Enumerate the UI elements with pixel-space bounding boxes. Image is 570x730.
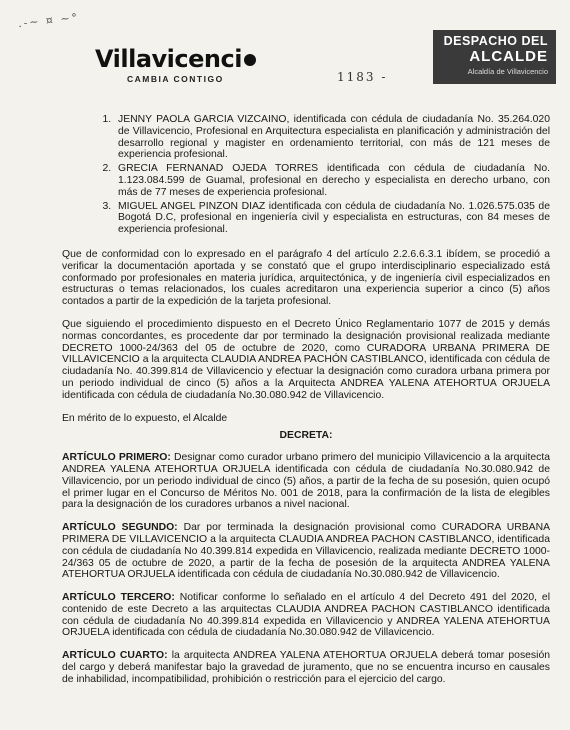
article-text: Designar como curador urbano primero del municipio Villavicencio a la arquitecta ANDREA YALENA ATEHORTUA ORJUELA identificada con cédula de ciudadanía No.30.080.942 de Villavicencio, por un periodo individual de cinco (5) años, a partir de la fecha de su posesión, quien ocupó el primer lugar en el Concurso de Méritos No. 001 de 2018, para la confirmación de la lista de elegibles para la designación de los curadores urbanos a nivel nacional. — [62, 452, 550, 511]
villavicencio-logo — [95, 46, 256, 84]
office-line1: DESPACHO DEL — [443, 34, 548, 48]
paragraph: Que de conformidad con lo expresado en el parágrafo 4 del artículo 2.2.6.6.3.1 ibídem, se procedió a verificar la documentación aportada y se constató que el grupo interdisciplinario especializado está conformado por profesionales en materia jurídica, arquitectónica, y de ingeniería civil especializados en estructuras o temas relacionados, los cuales acreditaron una experiencia superior a cinco (5) años contados a partir de la expedición de la tarjeta profesional. — [62, 248, 550, 308]
office-line3: Alcaldía de Villavicencio — [467, 67, 548, 76]
article-2 — [62, 522, 550, 581]
paragraph: Que siguiendo el procedimiento dispuesto en el Decreto Único Reglamentario 1077 de 2015 y demás normas concordantes, es procedente dar por terminado la designación provisional realizada mediante DECRETO 1000-24/363 del 05 de octubre de 2020, como CURADORA URBANA PRIMERA DE VILLAVICENCIO a la arquitecta CLAUDIA ANDREA PACHÓN CASTIBLANCO, identificada con cédula de ciudadanía No. 40.399.814 de Villavicencio y efectuar la designación como curadora urbana primera por un periodo individual de cinco (5) años a la Arquitecta ANDREA YALENA ATEHORTUA ORJUELA identificada con cédula de ciudadanía No.30.080.942 de Villavicencio. — [62, 318, 550, 401]
handwritten-marks: .-~ ¤ ~° — [17, 10, 80, 31]
list-item: 1. JENNY PAOLA GARCIA VIZCAINO, identificada con cédula de ciudadanía No. 35.264.020 de Villavicencio, Profesional en Arquitectura especialista en planificación y administración del desarrollo regional y magister en ordenamiento territorial, con más de 121 meses de experiencia profesional. — [114, 114, 550, 161]
article-text: Notificar conforme lo señalado en el artículo 4 del Decreto 491 del 2020, el contenido de este Decreto a las arquitectas CLAUDIA ANDREA PACHON CASTIBLANCO identificada con cédula de ciudadanía No 40.399.814 expedida en Villavicencio y ANDREA YALENA ATEHORTUA ORJUELA identificada con cédula de ciudadanía No.30.080.942 de Villavicencio. — [62, 592, 551, 639]
office-line2: ALCALDE — [469, 48, 548, 65]
list-item: 3. MIGUEL ANGEL PINZON DIAZ identificada con cédula de ciudadanía No. 1.026.575.035 de Bogotá D.C, profesional en ingeniería civil y especialista en estructuras, con 84 meses de experiencia profesional. — [114, 201, 550, 236]
article-text: Dar por terminada la designación provisional como CURADORA URBANA PRIMERA DE VILLAVICENCIO a la arquitecta CLAUDIA ANDREA PACHON CASTIBLANCO, identificada con cédula de ciudadanía No 40.399.814 expedida en Villavicencio, realizada mediante DECRETO 1000-24/363 05 de octubre de 2020, a partir de la fecha de posesión de la arquitecta ANDREA YALENA ATEHORTUA ORJUELA identificada con cédula de ciudadanía No.30.080.942 de Villavicencio. — [62, 522, 551, 581]
decreta-heading: DECRETA: — [279, 430, 333, 442]
logo-o-icon — [244, 54, 256, 66]
article-title: ARTÍCULO CUARTO: — [62, 650, 168, 662]
list-item: 2. GRECIA FERNANAD OJEDA TORRES identificada con cédula de ciudadanía No. 1.123.084.599 de Guamal, profesional en derecho y especialista en derecho urbano, con más de 77 meses de experiencia profesional. — [114, 163, 550, 198]
candidate-list — [62, 114, 550, 236]
article-text: la arquitecta ANDREA YALENA ATEHORTUA ORJUELA deberá tomar posesión del cargo y deberá manifestar bajo la gravedad de juramento, que no se encuentra incurso en causales de inhabilidad, incompatibilidad, prohibición o restricción para el ejercicio del cargo. — [62, 650, 550, 685]
article-title: ARTÍCULO SEGUNDO: — [62, 522, 178, 534]
paragraph: En mérito de lo expuesto, el Alcalde — [62, 412, 228, 424]
article-title: ARTÍCULO TERCERO: — [62, 592, 175, 604]
logo-slogan: CAMBIA CONTIGO — [127, 74, 224, 84]
office-banner — [433, 30, 556, 84]
article-3 — [62, 592, 550, 639]
article-4 — [62, 650, 550, 685]
article-1 — [62, 452, 550, 511]
logo-wordmark: Villavicenci — [95, 45, 242, 73]
document-body — [62, 114, 550, 686]
article-title: ARTÍCULO PRIMERO: — [62, 452, 171, 464]
handwritten-number: 1183 - — [337, 70, 388, 84]
